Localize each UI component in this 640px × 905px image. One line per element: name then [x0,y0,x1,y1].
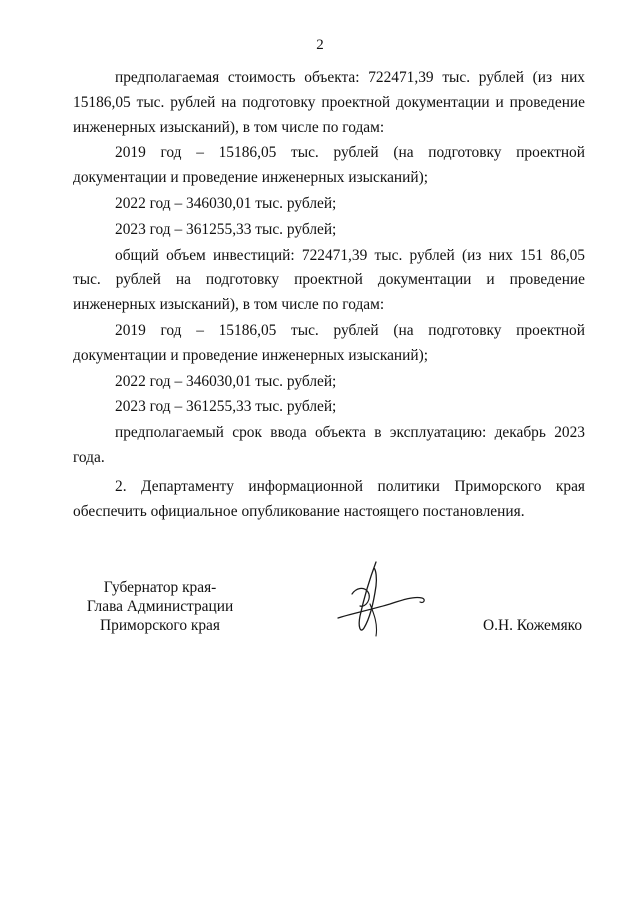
paragraph-publication-clause: 2. Департаменту информационной политики Приморского края обеспечить официальное опубликование настоящего постановления. [73,477,585,520]
paragraph-total-investment: общий объем инвестиций: 722471,39 тыс. рублей (из них 151 86,05 тыс. рублей на подготовку проектной документации и проведение инженерных изысканий), в том числе по годам: [73,246,585,314]
signatory-title-line-1: Губернатор края- [103,579,217,596]
handwritten-signature [330,558,430,648]
signatory-title-line-3: Приморского края [100,617,220,634]
document-body [73,66,585,525]
paragraph-cost-2023: 2023 год – 361255,33 тыс. рублей; [115,220,337,238]
paragraph-cost-2019: 2019 год – 15186,05 тыс. рублей (на подготовку проектной документации и проведение инженерных изысканий); [73,144,585,187]
paragraph-investment-2019: 2019 год – 15186,05 тыс. рублей (на подготовку проектной документации и проведение инженерных изысканий); [73,321,585,364]
signatory-title [70,578,250,635]
signature-block [0,578,640,658]
paragraph-investment-2022: 2022 год – 346030,01 тыс. рублей; [115,372,337,390]
paragraph-investment-2023: 2023 год – 361255,33 тыс. рублей; [115,398,337,416]
paragraph-commissioning-date: предполагаемый срок ввода объекта в эксплуатацию: декабрь 2023 года. [73,424,585,466]
page-number: 2 [316,37,324,53]
signatory-title-line-2: Глава Администрации [86,598,234,615]
paragraph-cost-2022: 2022 год – 346030,01 тыс. рублей; [115,194,337,212]
signatory-name: О.Н. Кожемяко [483,617,583,634]
paragraph-estimated-cost: предполагаемая стоимость объекта: 722471,39 тыс. рублей (из них 15186,05 тыс. рублей на подготовку проектной документации и проведение инженерных изысканий), в том числе по годам: [73,69,585,136]
